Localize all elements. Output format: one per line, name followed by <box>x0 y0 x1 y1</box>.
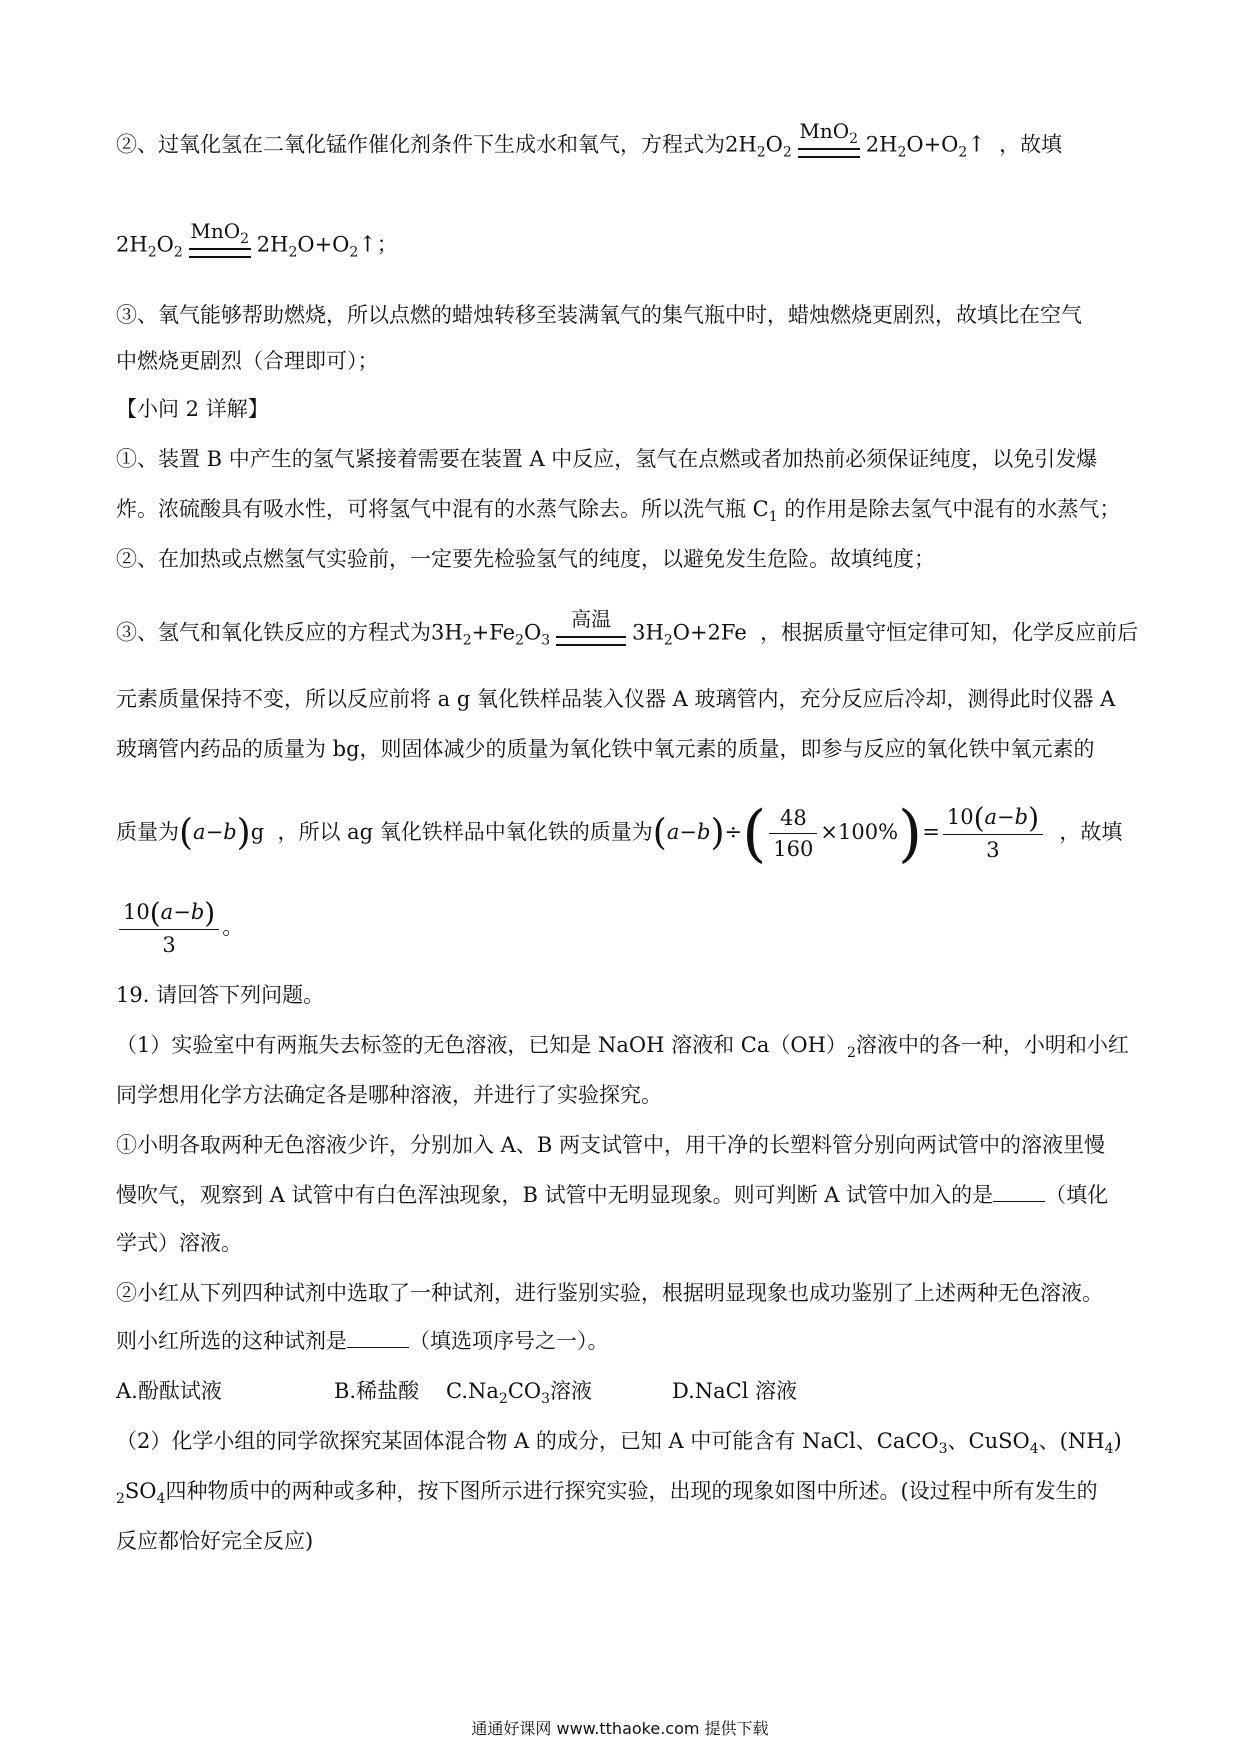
text-semicolon: ； <box>376 232 398 257</box>
text-q2-3-lead: ③、氢气和氧化铁反应的方程式为 <box>116 620 431 645</box>
fraction-answer: $\frac{10(a-b)}{3}$ <box>119 897 219 960</box>
text-q19-2-b: 、CuSO <box>947 1429 1030 1453</box>
paragraph-q19-2-line1: （2）化学小组的同学欲探究某固体混合物 A 的成分，已知 A 中可能含有 NaCl、CaCO$_3$、CuSO$_4$、$(NH_4)$ <box>116 1429 1122 1457</box>
text-q19-1-a: （1）实验室中有两瓶失去标签的无色溶液，已知是 NaOH 溶液和 Ca（OH） <box>116 1033 847 1057</box>
text-q19-1-b: 溶液中的各一种，小明和小红 <box>855 1033 1129 1057</box>
paragraph-oxygen-line1: ③、氧气能够帮助燃烧，所以点燃的蜡烛转移至装满氧气的集气瓶中时，蜡烛燃烧更剧烈，故填比在空气 <box>116 303 1082 327</box>
paragraph-q2-1-line1: ①、装置 B 中产生的氢气紧接着需要在装置 A 中反应，氢气在点燃或者加热前必须保证纯度，以免引发爆 <box>116 447 1098 471</box>
gas-arrow-icon: ↑ <box>967 132 986 158</box>
text-q2-1-sub: 1 <box>768 509 778 525</box>
gas-arrow-icon-answer: ↑ <box>358 232 377 258</box>
option-a: A.酚酞试液 <box>116 1379 222 1403</box>
paragraph-q2-3-line2: 元素质量保持不变，所以反应前将 a g 氧化铁样品装入仪器 A 玻璃管内，充分反应后冷却，测得此时仪器 A <box>116 687 1116 711</box>
catalyst-label-answer: MnO <box>190 219 241 243</box>
text-mass-tail: ，故填 <box>1059 820 1123 844</box>
text-period: 。 <box>222 915 244 939</box>
paragraph-h2o2-answer: $2H_2O_2$ MnO$_2$ $2H_2O+O_2↑$； <box>116 226 1126 268</box>
text-mass-mid: ，所以 ag 氧化铁样品中氧化铁的质量为 <box>277 820 653 844</box>
paragraph-q19-xiaoming-line1: ①小明各取两种无色溶液少许，分别加入 A、B 两支试管中，用干净的长塑料管分别向两试管中的溶液里慢 <box>116 1133 1105 1157</box>
paragraph-q2-3-equation: ③、氢气和氧化铁反应的方程式为$3H_2+Fe_2O_3$ 高温 $3H_2O+2Fe$ ，根据质量守恒定律可知，化学反应前后 <box>116 614 1126 656</box>
condition-label: 高温 <box>571 607 612 631</box>
paragraph-q19-xiaoming-line3: 学式）溶液。 <box>116 1231 242 1255</box>
option-d: D.NaCl 溶液 <box>672 1379 798 1403</box>
text-q2-3-tail: ，根据质量守恒定律可知，化学反应前后 <box>760 620 1139 645</box>
paragraph-oxygen-line2: 中燃烧更剧烈（合理即可）； <box>116 349 379 373</box>
text-q19-2-so: SO <box>124 1479 157 1503</box>
paragraph-q2-3-line3: 玻璃管内药品的质量为 bg，则固体减少的质量为氧化铁中氧元素的质量，即参与反应的氧化铁中氧元素的 <box>116 737 1095 761</box>
text-q2-1-b: 的作用是除去氢气中混有的水蒸气； <box>777 497 1121 521</box>
reaction-arrow-high-temp <box>552 607 630 654</box>
fraction-48-160: $\frac{48}{160}$ <box>769 803 817 864</box>
text-q19-2-c: 、(NH <box>1038 1429 1105 1453</box>
text-h2o2-lead: ②、过氧化氢在二氧化锰作催化剂条件下生成水和氧气，方程式为 <box>116 132 725 157</box>
paragraph-q19-xiaohong-line2 <box>116 1326 1126 1356</box>
text-q19-2-a: （2）化学小组的同学欲探究某固体混合物 A 的成分，已知 A 中可能含有 NaCl、CaCO <box>116 1429 939 1453</box>
section-heading-q2: 【小问 2 详解】 <box>116 397 269 421</box>
page-footer: 通通好课网 www.tthaoke.com 提供下载 <box>471 1719 769 1738</box>
paragraph-h2o2-equation: ②、过氧化氢在二氧化锰作催化剂条件下生成水和氧气，方程式为$2H_2O_2$ MnO$_2$ $2H_2O+O_2↑$ ，故填 <box>116 126 1126 168</box>
paragraph-q19-2-line3: 反应都恰好完全反应) <box>116 1529 314 1553</box>
paragraph-q2-3-answer <box>116 894 1126 960</box>
paragraph-q19-xiaoming-line2 <box>116 1180 1126 1210</box>
question-19-title: 19. 请回答下列问题。 <box>116 983 325 1007</box>
text-xiaoming-a: 慢吹气，观察到 A 试管中有白色浑浊现象，B 试管中无明显现象。则可判断 A 试管中加入的是 <box>116 1183 994 1207</box>
text-xiaohong-a: 则小红所选的这种试剂是 <box>116 1329 347 1353</box>
fraction-result: $\frac{10(a-b)}{3}$ <box>943 802 1043 865</box>
text-q19-2-d: ) <box>1113 1429 1122 1453</box>
text-percent: ×100% <box>820 820 899 844</box>
paragraph-q2-1-line2 <box>116 494 1126 532</box>
paragraph-q19-1-line1: （1）实验室中有两瓶失去标签的无色溶液，已知是 NaOH 溶液和 $Ca(OH)_2$溶液中的各一种，小明和小红 <box>116 1033 1129 1061</box>
text-mass-lead: 质量为 <box>116 820 179 844</box>
paragraph-q19-1-line2: 同学想用化学方法确定各是哪种溶液，并进行了实验探究。 <box>116 1083 662 1107</box>
answer-blank-1[interactable] <box>993 1201 1045 1202</box>
text-h2o2-tail: ，故填 <box>999 132 1063 157</box>
answer-blank-2[interactable] <box>347 1347 409 1348</box>
text-xiaoming-b: （填化 <box>1045 1183 1109 1207</box>
paragraph-q2-3-formula: 质量为(a−b)g ，所以 ag 氧化铁样品中氧化铁的质量为(a−b)÷( $\frac{48}{160}$ ×100%)= $\frac{10(a-b)}{3}$ ，故填 <box>116 796 1123 870</box>
reaction-arrow-mno2-answer: MnO$_2$ <box>185 226 255 266</box>
option-c: $C.Na_2CO_3$溶液 <box>446 1379 593 1407</box>
text-xiaohong-b: （填选项序号之一）。 <box>409 1329 609 1353</box>
option-b: B.稀盐酸 <box>334 1379 420 1403</box>
catalyst-label: MnO <box>799 119 850 143</box>
text-q2-1-a: 炸。浓硫酸具有吸水性，可将氢气中混有的水蒸气除去。所以洗气瓶 C <box>116 497 769 521</box>
paragraph-q2-2: ②、在加热或点燃氢气实验前，一定要先检验氢气的纯度，以避免发生危险。故填纯度； <box>116 547 935 571</box>
paragraph-q19-2-line2: $_2SO_4$四种物质中的两种或多种，按下图所示进行探究实验，出现的现象如图中所述。(设过程中所有发生的 <box>116 1479 1098 1507</box>
text-q19-2-e: 四种物质中的两种或多种，按下图所示进行探究实验，出现的现象如图中所述。(设过程中所有发生的 <box>165 1479 1098 1503</box>
reaction-arrow-mno2: MnO$_2$ <box>794 126 864 166</box>
paragraph-q19-xiaohong-line1: ②小红从下列四种试剂中选取了一种试剂，进行鉴别实验，根据明显现象也成功鉴别了上述两种无色溶液。 <box>116 1281 1103 1305</box>
